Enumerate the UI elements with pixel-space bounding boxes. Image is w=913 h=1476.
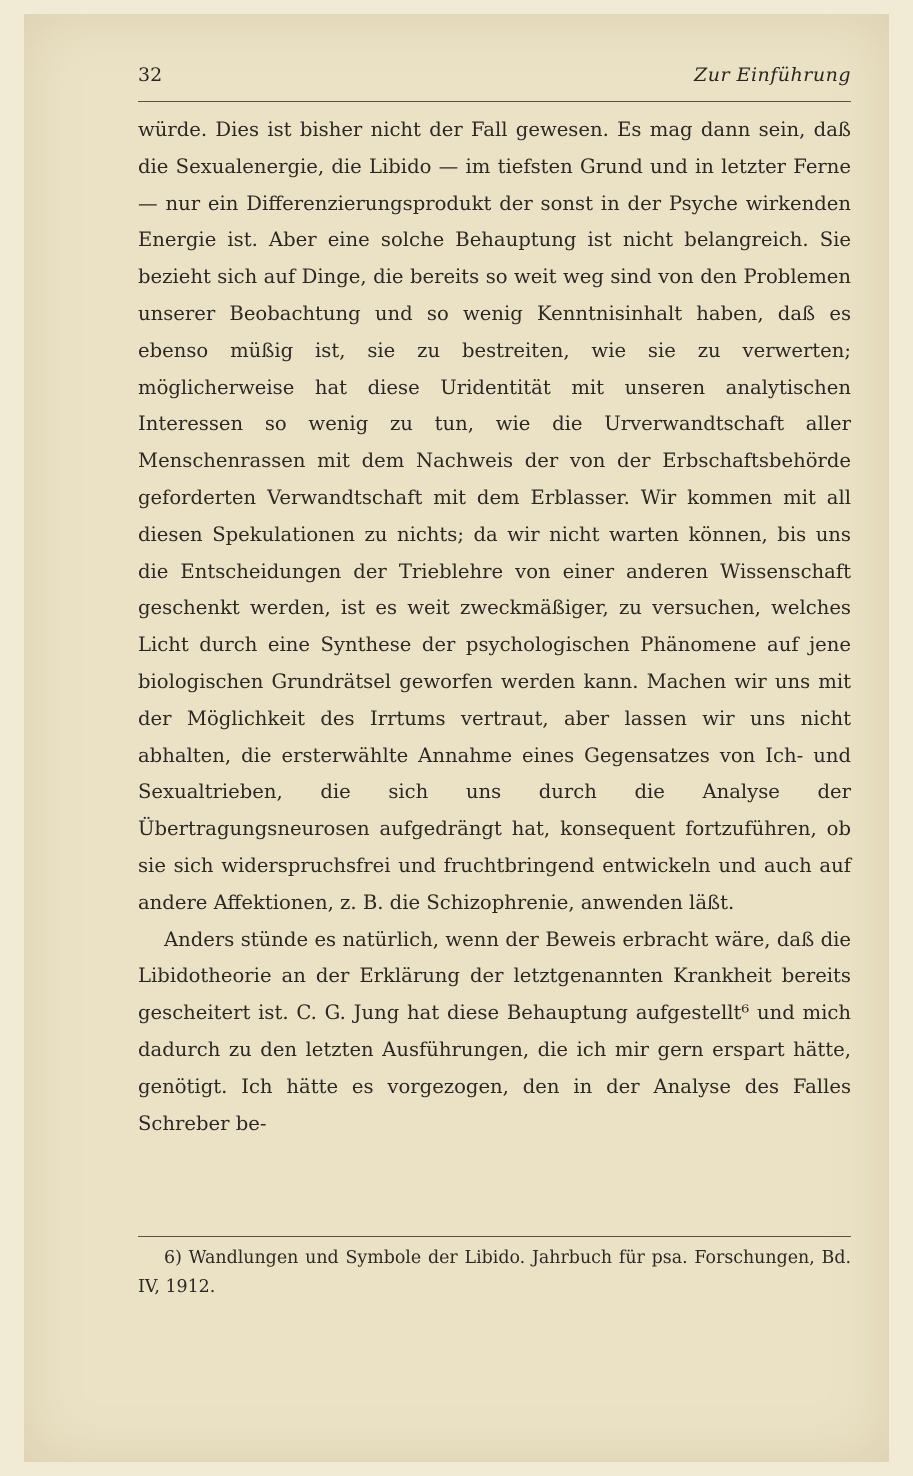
running-title: Zur Einführung [694, 64, 851, 86]
page-header [138, 64, 851, 94]
footnote-rule [138, 1236, 851, 1237]
main-text [138, 112, 851, 1142]
footnote-6: 6) Wandlungen und Symbole der Libido. Jahrbuch für psa. Forschungen, Bd. IV, 1912. [138, 1248, 851, 1297]
paragraph-continued: würde. Dies ist bisher nicht der Fall gewesen. Es mag dann sein, daß die Sexualenergie, die Libido — im tiefsten Grund und in letzter Ferne — nur ein Differenzierungsprodukt der sonst in der Psyche wirkenden Energie ist. Aber eine solche Behauptung ist nicht belangreich. Sie bezieht sich auf Dinge, die bereits so weit weg sind von den Problemen unserer Beobachtung und so wenig Kenntnisinhalt haben, daß es ebenso müßig ist, sie zu bestreiten, wie sie zu verwerten; möglicherweise hat diese Uridentität mit unseren analytischen Interessen so wenig zu tun, wie die Urverwandtschaft aller Menschenrassen mit dem Nachweis der von der Erbschaftsbehörde geforderten Verwandtschaft mit dem Erblasser. Wir kommen mit all diesen Spekulationen zu nichts; da wir nicht warten können, bis uns die Entscheidungen der Trieblehre von einer anderen Wissenschaft geschenkt werden, ist es weit zweckmäßiger, zu versuchen, welches Licht durch eine Synthese der psychologischen Phänomene auf jene biologischen Grundrätsel geworfen werden kann. Machen wir uns mit der Möglichkeit des Irrtums vertraut, aber lassen wir uns nicht abhalten, die ersterwählte Annahme eines Gegensatzes von Ich- und Sexualtrieben, die sich uns durch die Analyse der Übertragungsneurosen aufgedrängt hat, konsequent fortzuführen, ob sie sich widerspruchsfrei und fruchtbringend entwickeln und auch auf andere Affektionen, z. B. die Schizophrenie, anwenden läßt. [138, 118, 851, 914]
page-number: 32 [138, 64, 163, 86]
paragraph: Anders stünde es natürlich, wenn der Beweis erbracht wäre, daß die Libidotheorie an der Erklärung der letztgenannten Krankheit bereits gescheitert ist. C. G. Jung hat diese Behauptung aufgestellt⁶ und mich dadurch zu den letzten Ausführungen, die ich mir gern erspart hätte, genötigt. Ich hätte es vorgezogen, den in der Analyse des Falles Schreber be- [138, 927, 851, 1135]
footnotes [138, 1244, 851, 1302]
header-rule [138, 101, 851, 102]
